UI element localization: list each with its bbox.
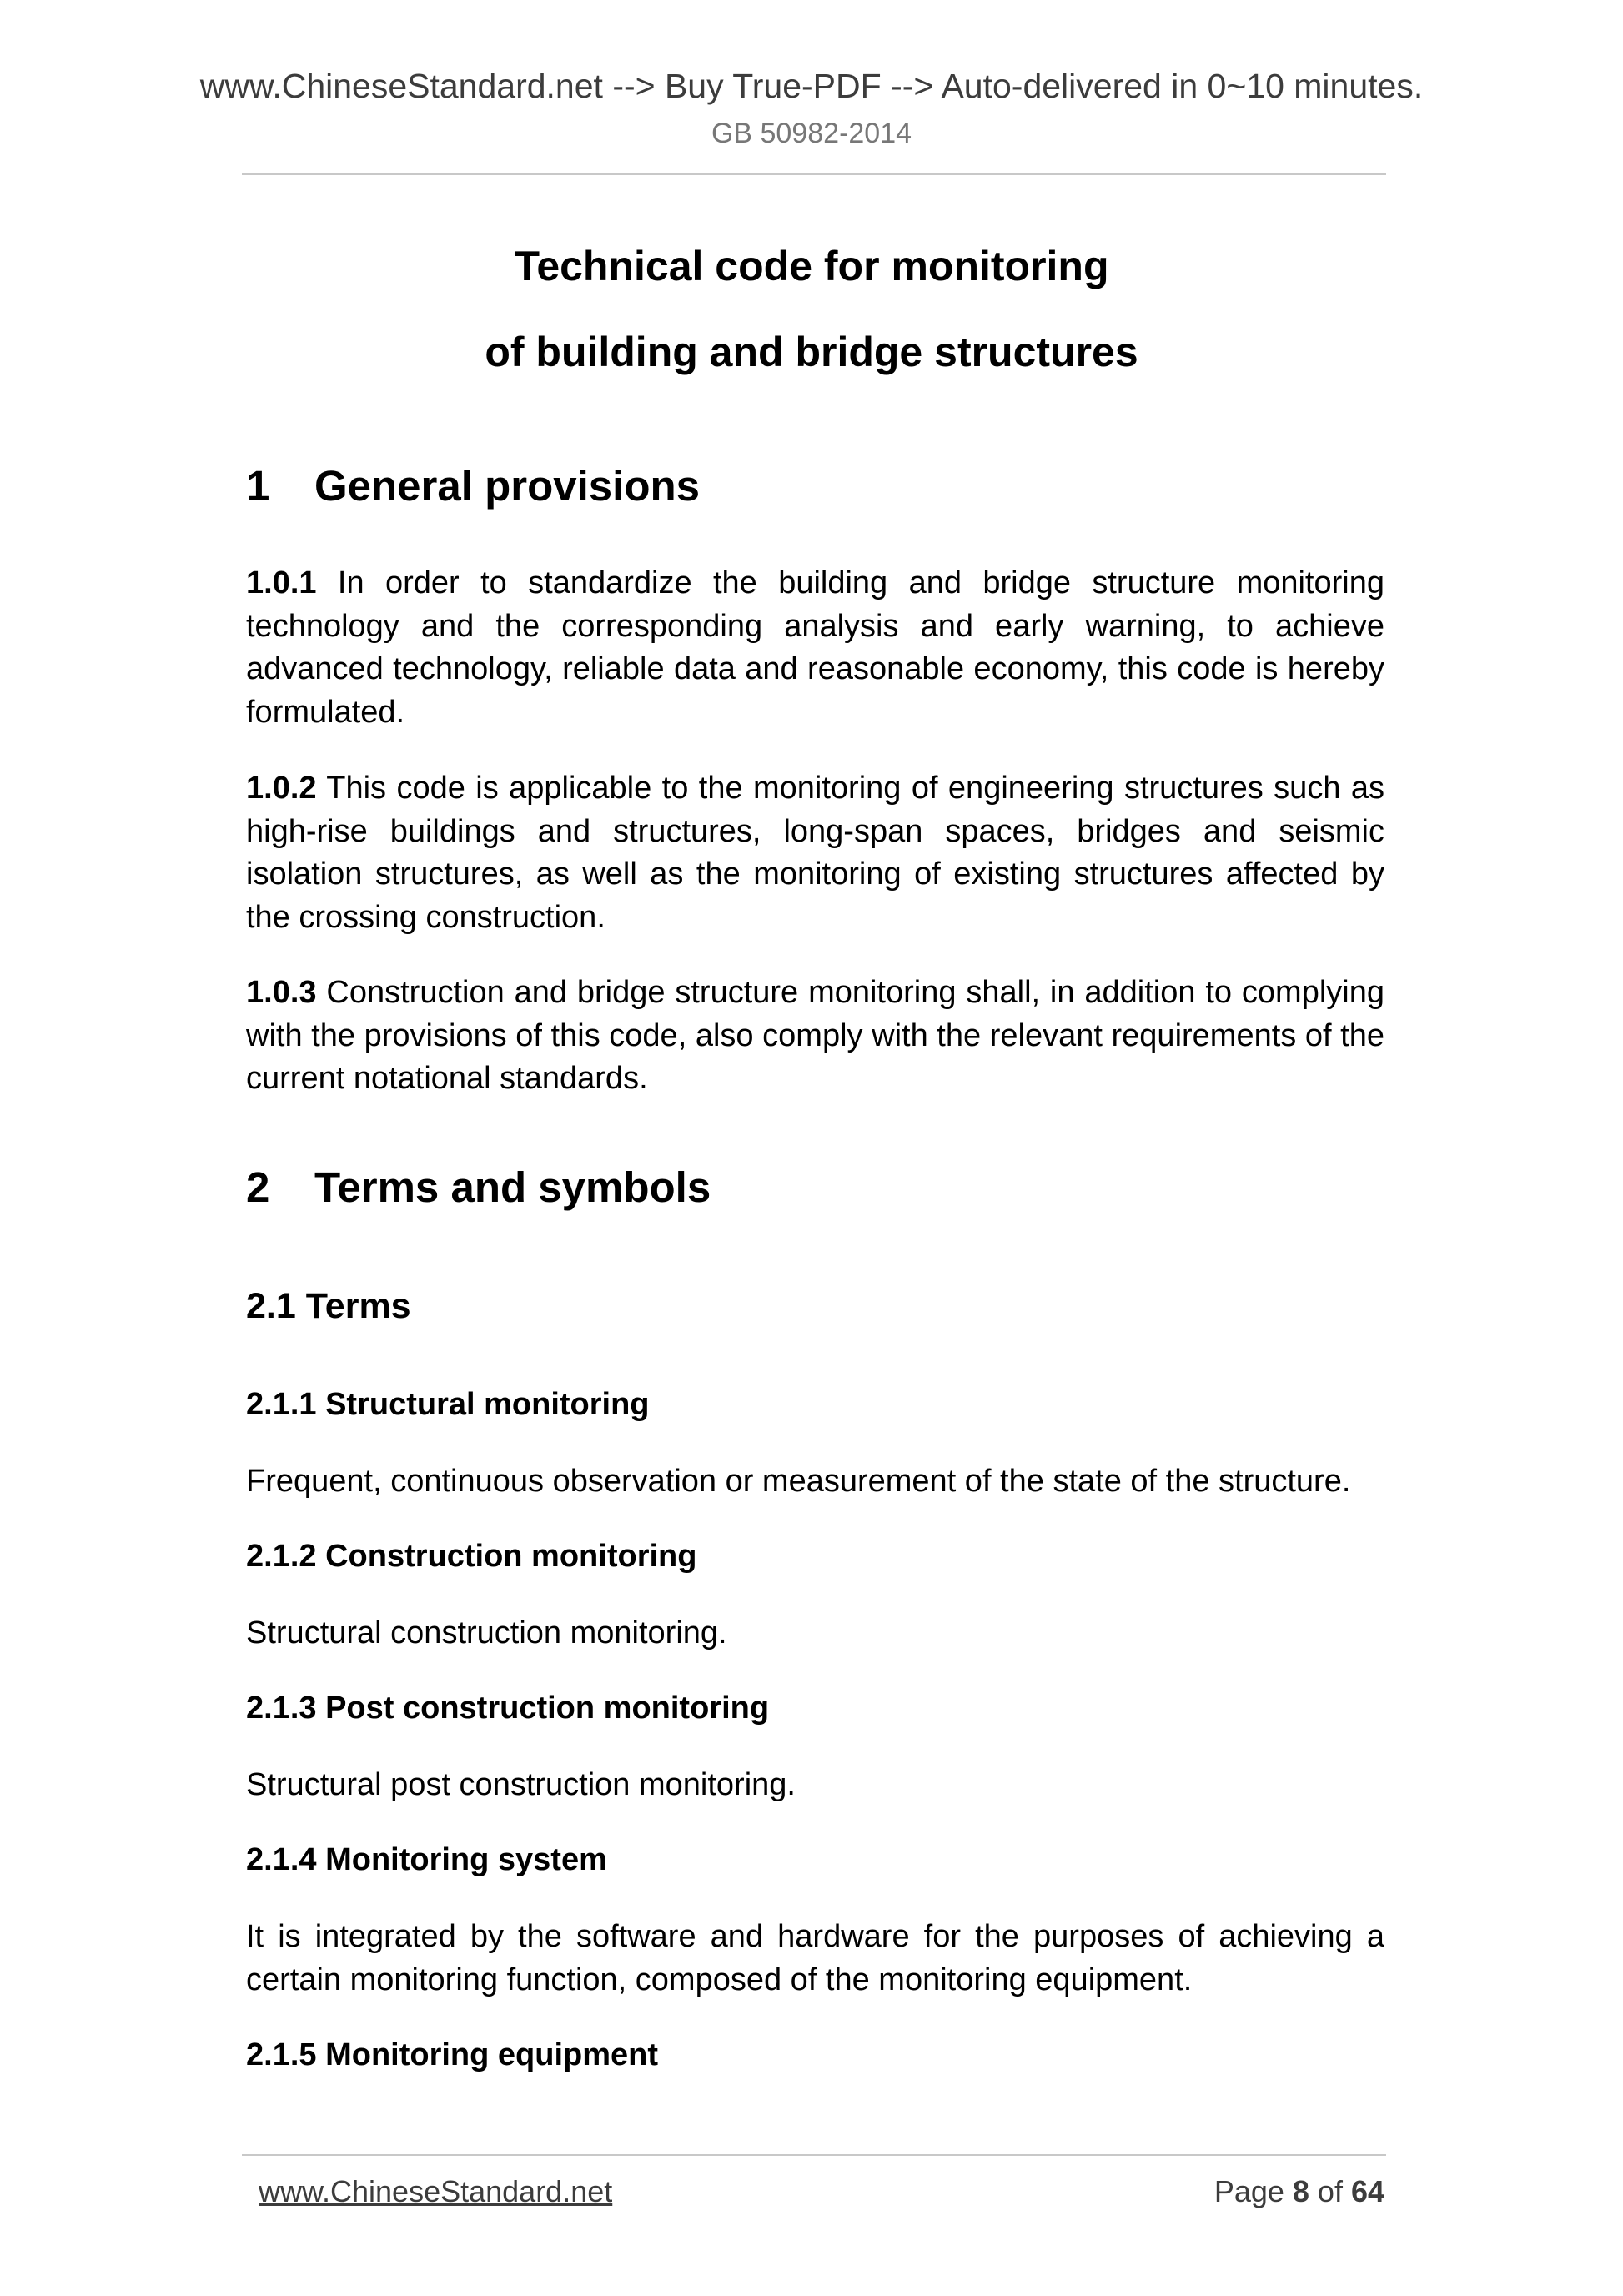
term-heading: 2.1.2 Construction monitoring	[246, 1539, 697, 1574]
term-heading: 2.1.1 Structural monitoring	[246, 1387, 650, 1422]
clause-1-0-1	[246, 562, 1384, 734]
clause-text: Construction and bridge structure monitoring shall, in addition to complying with the provisions of this code, also comply with the relevant requirements of the current notational standards.	[246, 975, 1384, 1096]
standard-number: GB 50982-2014	[711, 118, 912, 149]
page-current: 8	[1292, 2174, 1309, 2208]
footer-website-link[interactable]: www.ChineseStandard.net	[259, 2174, 613, 2208]
clause-number: 1.0.2	[246, 771, 317, 806]
subsection-heading: 2.1 Terms	[246, 1286, 411, 1326]
clause-number: 1.0.3	[246, 975, 317, 1010]
term-definition: Frequent, continuous observation or measurement of the state of the structure.	[246, 1464, 1351, 1499]
section-number: 2	[246, 1163, 270, 1211]
page-prefix: Page	[1213, 2174, 1293, 2208]
section-1-heading	[246, 461, 1384, 511]
term-heading: 2.1.5 Monitoring equipment	[246, 2037, 659, 2072]
clause-number: 1.0.1	[246, 565, 317, 600]
footer-divider	[242, 2154, 1386, 2156]
term-heading: 2.1.4 Monitoring system	[246, 1842, 607, 1877]
clause-text: In order to standardize the building and bridge structure monitoring technology and the corresponding analysis and early warning, to achieve advanced technology, reliable data and reasonable economy, this code is hereby formulated.	[246, 565, 1384, 730]
section-2-heading	[246, 1163, 1384, 1213]
header-banner: www.ChineseStandard.net --> Buy True-PDF --> Auto-delivered in 0~10 minutes.	[199, 67, 1424, 105]
section-number: 1	[246, 462, 270, 510]
doc-title-line1: Technical code for monitoring	[514, 243, 1109, 289]
clause-text: This code is applicable to the monitoring of engineering structures such as high-rise buildings and structures, long-span spaces, bridges and seismic isolation structures, as well as the monitoring of existing structures affected by the crossing construction.	[246, 771, 1384, 935]
page-indicator	[1214, 2173, 1384, 2210]
page-total: 64	[1350, 2174, 1384, 2208]
term-definition: It is integrated by the software and hardware for the purposes of achieving a certain monitoring function, composed of the monitoring equipment.	[246, 1919, 1384, 1997]
term-heading: 2.1.3 Post construction monitoring	[246, 1691, 770, 1726]
term-definition: Structural post construction monitoring.	[246, 1767, 796, 1802]
doc-title-line2: of building and bridge structures	[485, 329, 1138, 375]
clause-1-0-3	[246, 972, 1384, 1101]
term-definition: Structural construction monitoring.	[246, 1615, 727, 1650]
section-title: Terms and symbols	[314, 1163, 711, 1211]
clause-1-0-2	[246, 767, 1384, 939]
header-divider	[242, 173, 1386, 175]
page-sep: of	[1309, 2174, 1351, 2208]
section-title: General provisions	[314, 462, 700, 510]
